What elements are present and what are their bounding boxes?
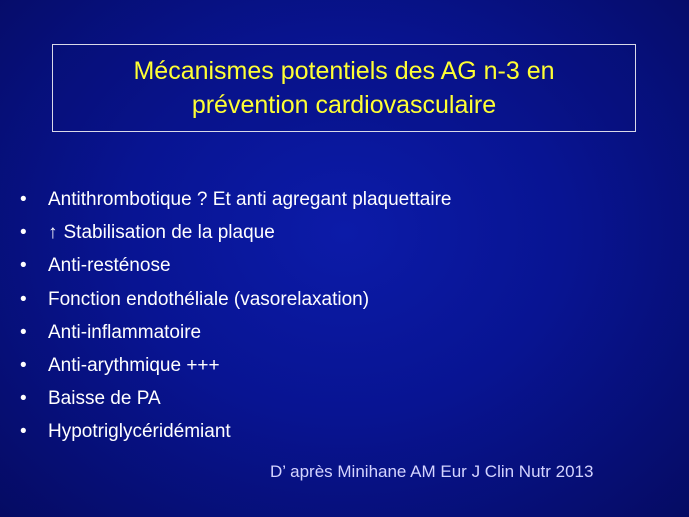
- title-line-2: prévention cardiovasculaire: [191, 91, 497, 119]
- up-arrow-icon: ↑: [48, 222, 58, 244]
- bullet-icon: •: [20, 255, 27, 277]
- bullet-text: Anti-arythmique +++: [48, 354, 220, 376]
- bullet-text: Fonction endothéliale (vasorelaxation): [48, 288, 370, 310]
- bullet-icon: •: [20, 222, 27, 244]
- bullet-text: Anti-resténose: [48, 255, 171, 277]
- bullet-text: Hypotriglycéridémiant: [48, 421, 231, 443]
- bullet-icon: •: [20, 189, 27, 210]
- title-box: [52, 44, 636, 132]
- bullet-icon: •: [20, 354, 27, 376]
- bullet-icon: •: [20, 388, 27, 410]
- bullet-text: Stabilisation de la plaque: [63, 222, 275, 244]
- bullet-text: Antithrombotique ? Et anti agregant plaquettaire: [48, 189, 452, 210]
- bullet-text-with-arrow: [48, 219, 275, 247]
- bullet-icon: •: [20, 421, 27, 443]
- bullet-icon: •: [20, 288, 27, 310]
- title-line-1: Mécanismes potentiels des AG n-3 en: [133, 57, 555, 85]
- bullet-text: Baisse de PA: [48, 388, 161, 410]
- citation: D’ après Minihane AM Eur J Clin Nutr 2013: [270, 462, 594, 481]
- bullet-text: Anti-inflammatoire: [48, 321, 202, 343]
- bullet-icon: •: [20, 321, 27, 343]
